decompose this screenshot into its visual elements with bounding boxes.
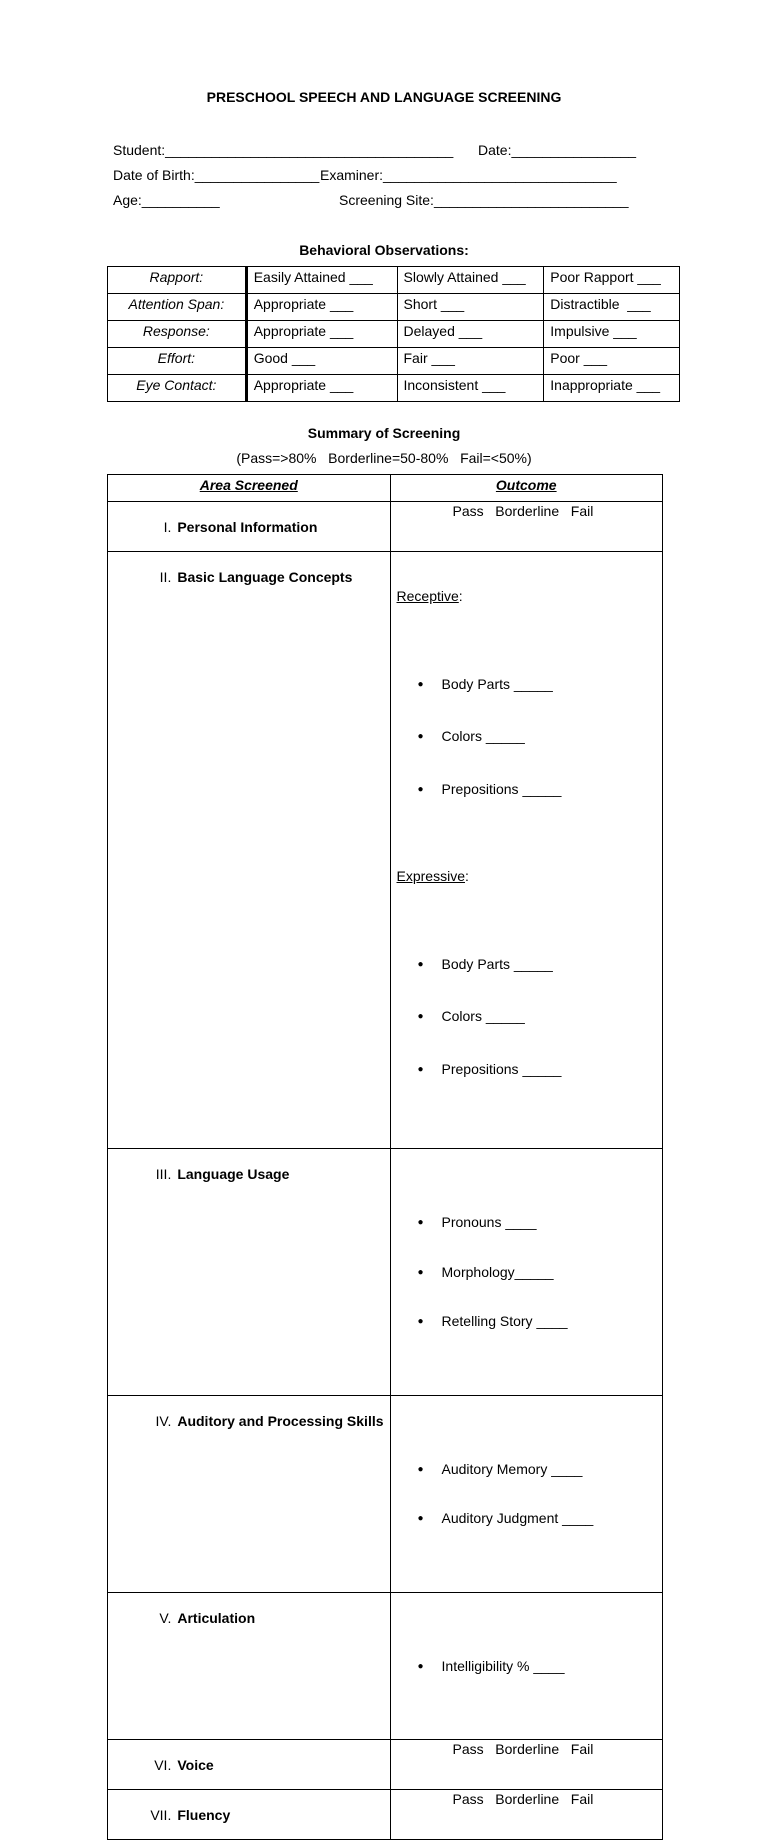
- list-item[interactable]: ● Morphology_____: [417, 1263, 554, 1280]
- bullet-icon: ●: [417, 1513, 424, 1524]
- option-cell[interactable]: Good ___: [246, 348, 397, 375]
- articulation-list: [397, 1626, 656, 1708]
- row-label: Eye Contact:: [108, 375, 247, 402]
- table-row: [108, 1149, 663, 1396]
- outcome-pass-borderline-fail[interactable]: Pass Borderline Fail: [390, 502, 662, 552]
- list-item[interactable]: ● Colors _____: [417, 1008, 525, 1024]
- bullet-icon: ●: [417, 1660, 424, 1672]
- table-row: [108, 1592, 663, 1740]
- option-cell[interactable]: Appropriate ___: [246, 294, 397, 321]
- list-item[interactable]: ● Body Parts _____: [417, 675, 553, 692]
- area-cell: [108, 502, 391, 552]
- summary-table: [107, 474, 663, 1840]
- option-cell[interactable]: Inconsistent ___: [397, 375, 544, 402]
- list-item[interactable]: ● Auditory Memory ____: [417, 1460, 583, 1477]
- outcome-cell: [390, 1149, 662, 1396]
- row-label: Response:: [108, 321, 247, 348]
- bullet-icon: ●: [417, 1463, 424, 1475]
- table-header-row: [108, 475, 663, 502]
- option-cell[interactable]: Poor Rapport ___: [544, 267, 680, 294]
- area-cell: [108, 1592, 391, 1740]
- behavioral-observations-table: [107, 266, 680, 402]
- table-row: [108, 321, 680, 348]
- summary-heading: Summary of Screening: [307, 425, 461, 441]
- option-cell[interactable]: Delayed ___: [397, 321, 544, 348]
- area-label: Fluency: [177, 1807, 231, 1823]
- area-cell: [108, 1790, 391, 1840]
- list-item[interactable]: ● Intelligibility % ____: [417, 1657, 565, 1674]
- bullet-icon: ●: [417, 1063, 424, 1075]
- area-number: II.: [159, 569, 172, 585]
- date-field[interactable]: Date:________________: [478, 142, 637, 158]
- row-label: Attention Span:: [108, 294, 247, 321]
- receptive-list: [397, 641, 656, 834]
- area-number: I.: [163, 519, 172, 535]
- examiner-field[interactable]: Examiner:______________________________: [320, 167, 617, 183]
- row-label: Rapport:: [108, 267, 247, 294]
- area-cell: [108, 1740, 391, 1790]
- option-cell[interactable]: Easily Attained ___: [246, 267, 397, 294]
- area-cell: [108, 1395, 391, 1592]
- area-label: Voice: [177, 1757, 214, 1773]
- auditory-list: [397, 1429, 656, 1560]
- bullet-icon: ●: [417, 1266, 424, 1278]
- table-row: [108, 1395, 663, 1592]
- dob-field[interactable]: Date of Birth:________________: [113, 167, 320, 183]
- option-cell[interactable]: Impulsive ___: [544, 321, 680, 348]
- column-header-area: Area Screened: [108, 475, 391, 502]
- bullet-icon: ●: [417, 678, 424, 690]
- option-cell[interactable]: Fair ___: [397, 348, 544, 375]
- area-label: Articulation: [177, 1609, 256, 1626]
- row-label: Effort:: [108, 348, 247, 375]
- list-item[interactable]: ● Retelling Story ____: [417, 1313, 568, 1329]
- score-criteria: (Pass=>80% Borderline=50-80% Fail=<50%): [236, 450, 532, 466]
- option-cell[interactable]: Short ___: [397, 294, 544, 321]
- bullet-icon: ●: [417, 1217, 424, 1228]
- list-item[interactable]: ● Auditory Judgment ____: [417, 1510, 594, 1526]
- table-row: [108, 267, 680, 294]
- outcome-pass-borderline-fail[interactable]: Pass Borderline Fail: [390, 1740, 662, 1790]
- area-number: V.: [159, 1609, 172, 1626]
- table-row: [108, 375, 680, 402]
- area-number: VI.: [154, 1757, 172, 1773]
- bullet-icon: ●: [417, 958, 424, 970]
- expressive-heading: Expressive:: [396, 868, 469, 884]
- area-label: Auditory and Processing Skills: [177, 1412, 384, 1429]
- table-row: [108, 348, 680, 375]
- option-cell[interactable]: Inappropriate ___: [544, 375, 680, 402]
- option-cell[interactable]: Poor ___: [544, 348, 680, 375]
- option-cell[interactable]: Appropriate ___: [246, 321, 397, 348]
- table-row: [108, 1790, 663, 1840]
- outcome-cell: [390, 1592, 662, 1740]
- page-title: PRESCHOOL SPEECH AND LANGUAGE SCREENING: [206, 89, 562, 105]
- table-row: [108, 552, 663, 1149]
- area-number: VII.: [150, 1807, 172, 1823]
- area-label: Personal Information: [177, 519, 318, 535]
- bullet-icon: ●: [417, 1316, 424, 1327]
- area-cell: [108, 1149, 391, 1396]
- outcome-cell: [390, 1395, 662, 1592]
- student-field[interactable]: Student:_____________________________________: [113, 142, 454, 158]
- list-item[interactable]: ● Colors _____: [417, 728, 525, 744]
- outcome-pass-borderline-fail[interactable]: Pass Borderline Fail: [390, 1790, 662, 1840]
- table-row: [108, 294, 680, 321]
- behavioral-heading: Behavioral Observations:: [299, 242, 469, 258]
- area-label: Basic Language Concepts: [177, 569, 353, 585]
- list-item[interactable]: ● Body Parts _____: [417, 955, 553, 972]
- area-number: III.: [155, 1166, 172, 1182]
- usage-list: [397, 1182, 656, 1363]
- screening-site-field[interactable]: Screening Site:_________________________: [339, 192, 629, 208]
- area-number: IV.: [155, 1412, 172, 1429]
- receptive-heading: Receptive:: [396, 588, 463, 604]
- bullet-icon: ●: [417, 1011, 424, 1022]
- bullet-icon: ●: [417, 783, 424, 795]
- table-row: [108, 502, 663, 552]
- list-item[interactable]: ● Prepositions _____: [417, 780, 562, 797]
- list-item[interactable]: ● Pronouns ____: [417, 1214, 537, 1230]
- area-label: Language Usage: [177, 1166, 290, 1182]
- option-cell[interactable]: Distractible ___: [544, 294, 680, 321]
- column-header-outcome: Outcome: [390, 475, 662, 502]
- age-field[interactable]: Age:__________: [113, 192, 220, 208]
- area-cell: [108, 552, 391, 1149]
- expressive-list: [397, 921, 656, 1114]
- option-cell[interactable]: Appropriate ___: [246, 375, 397, 402]
- outcome-cell: [390, 552, 662, 1149]
- option-cell[interactable]: Slowly Attained ___: [397, 267, 544, 294]
- bullet-icon: ●: [417, 731, 424, 742]
- table-row: [108, 1740, 663, 1790]
- list-item[interactable]: ● Prepositions _____: [417, 1060, 562, 1077]
